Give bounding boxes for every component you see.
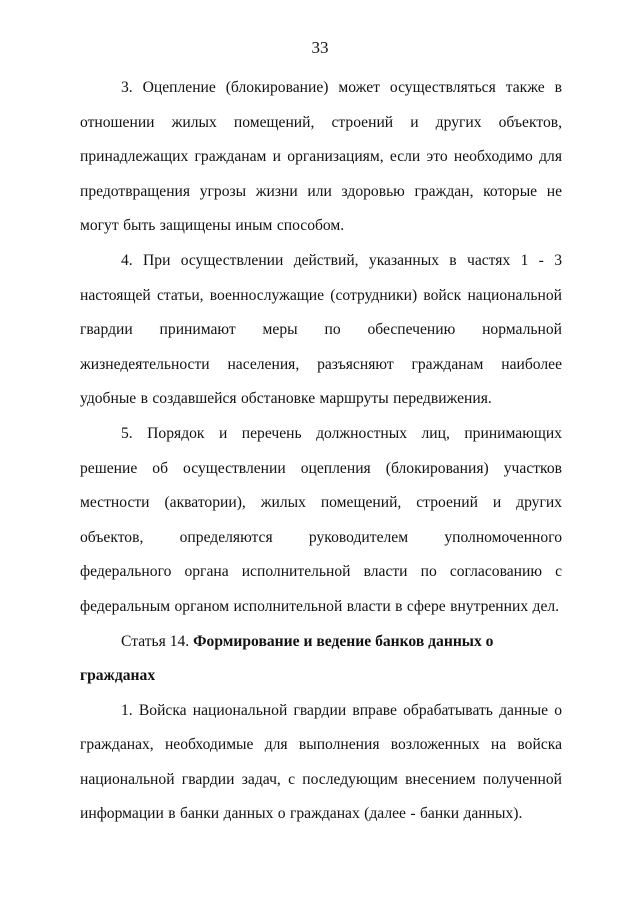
article-title: Формирование и ведение банков данных о гражданах	[80, 632, 494, 685]
paragraph-part-3: 3. Оцепление (блокирование) может осуществляться также в отношении жилых помещений, строений и других объектов, принадлежащих гражданам и организациям, если это необходимо для предотвращения угрозы жизни или здоровью граждан, которые не могут быть защищены иным способом.	[80, 79, 562, 235]
page-number: 33	[311, 38, 329, 57]
article-paragraph-1: 1. Войска национальной гвардии вправе обрабатывать данные о гражданах, необходимые для выполнения возложенных на войска национальной гвардии задач, с последующим внесением полученной информации в банки данных о гражданах (далее - банки данных).	[80, 701, 562, 823]
article-heading	[80, 625, 562, 694]
article-label: Статья 14.	[121, 632, 190, 650]
paragraph-part-4: 4. При осуществлении действий, указанных в частях 1 - 3 настоящей статьи, военнослужащие (сотрудники) войск национальной гвардии принимают меры по обеспечению нормальной жизнедеятельности населения, разъясняют гражданам наиболее удобные в создавшейся обстановке маршруты передвижения.	[80, 251, 562, 408]
paragraph-part-5: 5. Порядок и перечень должностных лиц, принимающих решение об осуществлении оцепления (блокирования) участков местности (акватории), жилых помещений, строений и других объектов, определяются руководителем уполномоченного федерального органа исполнительной власти по согласованию с федеральным органом исполнительной власти в сфере внутренних дел.	[80, 424, 562, 615]
document-body	[80, 71, 562, 832]
